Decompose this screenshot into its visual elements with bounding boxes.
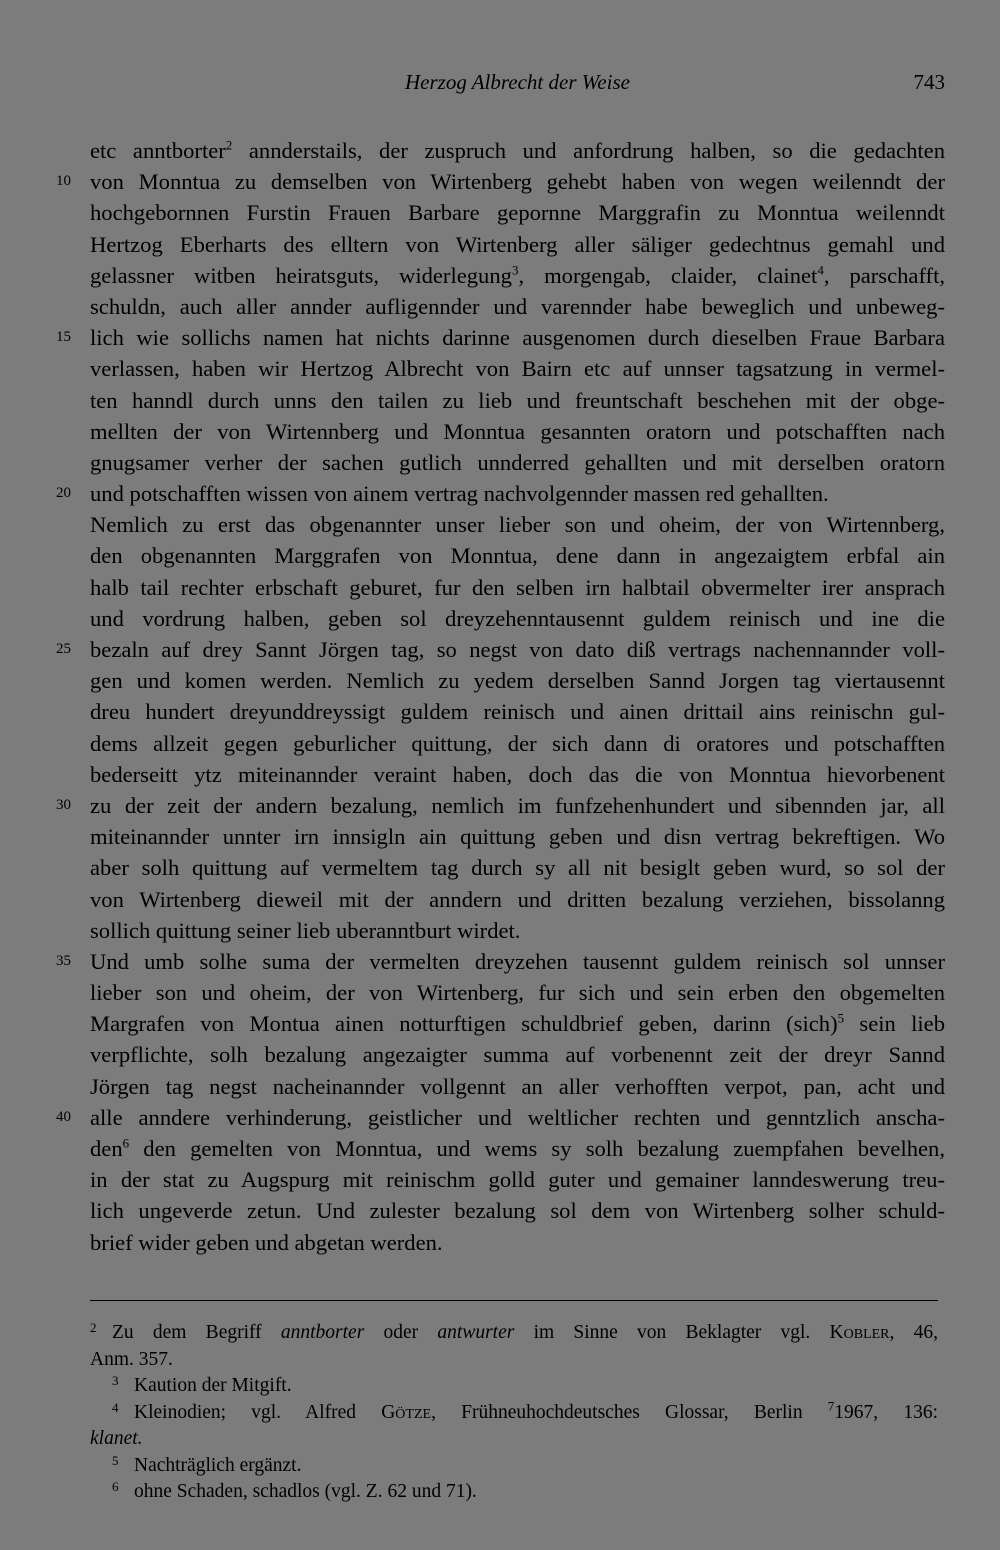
text-line: halb tail rechter erbschaft geburet, fur den selben irn halbtail obvermelter irer ansprach [90, 574, 945, 600]
text-line: schuldn, auch aller annder aufligennder und varennder habe beweglich und unbeweg- [90, 293, 945, 319]
line-number: 30 [56, 796, 71, 813]
text-line: verlassen, haben wir Hertzog Albrecht von Bairn etc auf unnser tagsatzung in vermel- [90, 356, 945, 382]
text-line: miteinannder unnter irn innsigln ain quittung geben und disn vertrag bekreftigen. Wo [90, 824, 945, 850]
footnote-4-continuation: klanet. [90, 1428, 143, 1449]
text-line: Margrafen von Montua ainen notturftigen schuldbrief geben, darinn (sich)$^5$ sein lieb [90, 1010, 945, 1037]
footnote-5: 5 Nachträglich ergänzt. [90, 1453, 938, 1480]
text-line: verpflichte, solh bezalung angezaigter summa auf vorbenennt zeit der dreyr Sannd [90, 1042, 945, 1068]
text-line: sollich quittung seiner lieb uberanntburt wirdet. [90, 917, 521, 943]
line-number: 40 [56, 1108, 71, 1125]
main-text [56, 135, 946, 1258]
line-number: 20 [56, 485, 71, 502]
text-line: 10 von Monntua zu demselben von Wirtenberg gehebt haben von wegen weilenndt der [90, 166, 945, 197]
text-line: gelassner witben heiratsguts, widerlegung$^3$, morgengab, claider, clainet$^4$, parschafft, [90, 262, 946, 288]
text-line: Nemlich zu erst das obgenannter unser lieber son und oheim, der von Wirtennberg, [90, 512, 945, 538]
footnote-2-continuation: Anm. 357. [90, 1348, 173, 1370]
text-line: 20 und potschafften wissen von ainem vertrag nachvolgennder massen red gehallten. [90, 478, 945, 509]
footnote-reference: 6 [122, 1135, 130, 1151]
text-line: den obgenannten Marggrafen von Monntua, dene dann in angezaigtem erbfal ain [90, 543, 945, 569]
text-line: aber solh quittung auf vermeltem tag durch sy all nit besiglt geben wurd, so sol der [90, 855, 945, 881]
text-line: gen und komen werden. Nemlich zu yedem derselben Sannd Jorgen tag viertausennt [90, 668, 945, 694]
footnote-reference: 2 [225, 137, 233, 153]
text-line: 25 bezaln auf drey Sannt Jörgen tag, so negst von dato diß vertrags nachennannder voll- [90, 634, 945, 665]
footnote-number: 6 [112, 1479, 119, 1494]
text-line: 40 alle anndere verhinderung, geistlicher und weltlicher rechten und genntzlich anscha- [90, 1102, 945, 1133]
footnote-3: 3 Kaution der Mitgift. [90, 1373, 938, 1400]
text-line: den$^6$ den gemelten von Monntua, und wems sy solh bezalung zuempfahen bevelhen, [90, 1135, 945, 1161]
text-line: 35 Und umb solhe suma der vermelten dreyzehen tausennt guldem reinisch sol unnser [90, 946, 945, 977]
text-line: und vordrung halben, geben sol dreyzehenntausennt guldem reinisch und ine die [90, 605, 945, 631]
text-line: ten hanndl durch unns den tailen zu lieb und freuntschaft beschehen mit der obge- [90, 387, 945, 413]
text-line: gnugsamer verher der sachen gutlich unnderred gehallten und mit derselben oratorn [90, 449, 945, 475]
text-line: dems allzeit gegen geburlicher quittung, der sich dann di oratores und potschafften [90, 730, 945, 756]
footnote-reference: 4 [817, 262, 824, 278]
footnote-2: 2 Zu dem Begriff anntborter oder antwurter im Sinne von Beklagter vgl. Kobler, 46, [90, 1320, 938, 1347]
text-line: mellten der von Wirtennberg und Monntua gesannten oratorn und potschafften nach [90, 418, 945, 444]
text-line: etc anntborter$^2$ annderstails, der zuspruch und anfordrung halben, so die gedachten [90, 137, 945, 163]
footnote-rule [90, 1300, 938, 1301]
line-number: 15 [56, 329, 71, 346]
text-line: hochgebornnen Furstin Frauen Barbare gepornne Marggrafin zu Monntua weilenndt [90, 200, 945, 226]
text-line: Jörgen tag negst nacheinannder vollgennt an aller verhofften verpot, pan, acht und [90, 1073, 945, 1099]
line-number: 35 [56, 952, 71, 969]
footnote-number: 3 [112, 1373, 119, 1388]
line-number: 10 [56, 173, 71, 190]
page-number: 743 [913, 70, 945, 94]
text-line: lich ungeverde zetun. Und zulester bezalung sol dem von Wirtenberg solher schuld- [90, 1198, 945, 1224]
running-title: Herzog Albrecht der Weise [405, 70, 630, 94]
text-line: 30 zu der zeit der andern bezalung, nemlich im funfzehenhundert und sibennden jar, all [90, 790, 945, 821]
footnote-number: 4 [112, 1399, 119, 1415]
footnote-number: 5 [112, 1452, 119, 1468]
footnote-reference: 3 [511, 262, 519, 278]
line-number: 25 [56, 641, 71, 657]
text-line: in der stat zu Augspurg mit reinischm golld guter und gemainer lanndeswerung treu- [90, 1167, 945, 1193]
footnote-number: 2 [90, 1320, 97, 1335]
footnote-reference: 5 [837, 1010, 845, 1026]
footnote-4: 4 Kleinodien; vgl. Alfred Götze, Frühneuhochdeutsches Glossar, Berlin $^7$1967, 136: [90, 1400, 938, 1427]
footnotes [90, 1320, 938, 1506]
text-line: brief wider geben und abgetan werden. [90, 1229, 443, 1255]
text-line: von Wirtenberg dieweil mit der anndern und dritten bezalung verziehen, bissolanng [90, 886, 945, 912]
text-line: Hertzog Eberharts des elltern von Wirtenberg aller säliger gedechtnus gemahl und [90, 231, 945, 257]
text-line: dreu hundert dreyunddreyssigt guldem reinisch und ainen drittail ains reinischn gul- [90, 699, 945, 725]
text-line: lieber son und oheim, der von Wirtenberg, fur sich und sein erben den obgemelten [90, 980, 945, 1006]
footnote-6: 6 ohne Schaden, schadlos (vgl. Z. 62 und 71). [90, 1479, 938, 1506]
text-line: 15 lich wie sollichs namen hat nichts darinne ausgenomen durch dieselben Fraue Barbara [90, 322, 945, 353]
page-header [90, 70, 945, 100]
text-line: bederseitt ytz miteinannder veraint haben, doch das die von Monntua hievorbenent [90, 761, 945, 787]
